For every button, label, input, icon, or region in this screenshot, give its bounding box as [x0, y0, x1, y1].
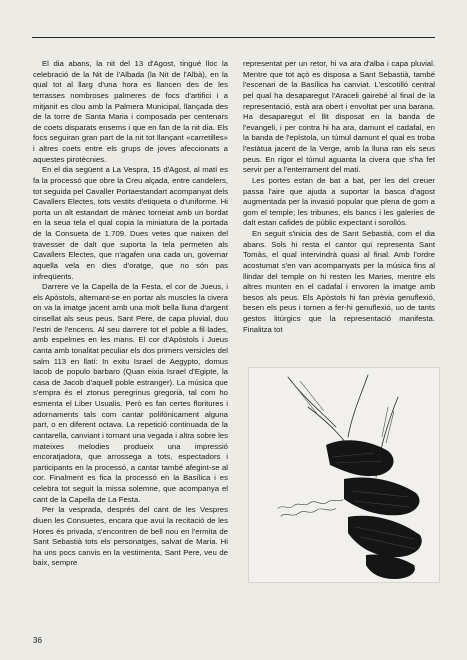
paragraph: Darrere ve la Capella de la Festa, el cor de Jueus, i els Apòstols, alternant-se en portar als muscles la civera on va la imatge jacent amb una molt bella lluna d'argent cinsellat als seus peus. Sant Pere, de capa pluvial, duu l'estri de l'encens. Al seu darrere tot el poble a fil·lades, amb espelmes en les mans. El cor d'Apòstols i Jueus canta amb tonalitat peculiar els dos primers versicles del salm 113 en llatí: In exitu Israel de Aegypto, domus Iacob de populo barbaro (Quan eixia Israel d'Egipte, la casa de Jacob d'aquell poble estranger). La música que s'empra és el ztonus peregrinus gregorià, tal com ho esmenta el Liber Usualis. Però es fan certes floritures i adornaments tals com cantar polifònicament alguna part, o en diferent octava. La repetició continuada de la cantarella, canviant i tornant una vegada i altra sobre les mateixes melodies produeix una impressió encoratjadora, que arrossega a tots, espectadors i participants en la processó, a cantar també afegint-se al cor. Finalment es fica la processó en la Basílica i es celebra tot seguit la missa solemne, que acompanya el cant de la Capella de La Festa. [33, 282, 228, 504]
illustration-sketch [248, 367, 440, 583]
paragraph: El dia abans, la nit del 13 d'Agost, tingué lloc la celebració de la Nit de l'Albada (la Nit de l'Albà), en la qual tot al llarg d'una hora es llancen des de les terrasses nombroses palmeres de focs d'artifici i a mitjanit es clou amb la Palmera Municipal, llançada des de la torre de Santa Maria i composada per centenars de coets disparats ensems i que en fan de la nit dia. Els focs seguiran gran part de la nit tot llançant «carretilles» i altres coets entre els grups de joves afeccionats a aquestes pirotècnies. [33, 59, 228, 164]
sketch-stroke [348, 375, 368, 437]
paragraph: En seguit s'inicia des de Sant Sebastià, com el dia abans. Sols hi resta el cantor qui representa Sant Tomàs, el qual intervindrà quasi al final. Amb l'ordre acostumat s'en van acompanyats per la música fins al llindar del temple on hi resten les Maries, mentre els altres munten en el cadafal i envoren la imatge amb besos als peus. Els Apòstols hi fan prèvia genuflexió, besen els peus i tornen a fer-hi genuflexió, uo de tants gestos litúrgics que la representació manifesta. Finalitza tot [243, 229, 435, 334]
left-column [33, 59, 228, 569]
ink-drawing [248, 367, 440, 583]
paragraph: Les portes estan de bat a bat, per les del creuer passa l'aire que ajuda a suportar la basca d'agost augmentada per la invasió popular que plena de gom a gom el temple; les tribunes, els bancs i les galeries de dalt estan cafides de públic expectant i sorollós. [243, 175, 435, 228]
paragraph: Per la vesprada, després del cant de les Vespres diuen les Consuetes, encara que avui la recitació de les Hores és privada, s'encontren de bell nou en l'ermita de Sant Sebastià tots els personatges, salvat de Maria. Hi ha uns pocs canvis en la vestimenta, Sant Pere, veu de baix, sempre [33, 505, 228, 568]
right-column [243, 59, 435, 335]
paragraph: En el dia següent a La Vespra, 15 d'Agost, al matí es fa la processó que obre la Creu alçada, entre candelers, tot seguida pel Cavaller Portaestandart acompanyat dels Cavallers Electes, tots vestits d'etiqueta o d'uniforme. Hi porta un alt estandart de mànec torneiat amb un bordat en la seua tela el qual copia la miniatura de la portada de la Consueta de 1.709. Dues vetes que naixen del travesser de dalt que suporta la tela permeten als Cavallers Electes, que n'agafen una cada un, governar aquella vela en dies d'oratge, que no són pas infreqüents. [33, 165, 228, 281]
page-number: 36 [33, 636, 42, 645]
sketch-stroke [288, 377, 336, 427]
paragraph: representat per un retor, hi va ara d'alba i capa pluvial. Mentre que tot açò es disposa a Sant Sebastià, també l'escenari de la Basílica ha canviat. L'escotilló central pel qual ha desaparegut l'Araceli gairebé al final de la representació, està ara obert i envoltat per una barana. Ha desaparegut el llit disposat en la banda de l'evangeli, i per contra hi ha ara, damunt el cadafal, en la banda de l'epístola, un túmul damunt el qual es troba l'estàtua jacent de la Verge, amb la lluna ran els seus peus. En rigor el túmul aguanta la civera que s'ha fet servir per a l'enterrament del matí. [243, 59, 435, 175]
header-rule [32, 37, 435, 38]
